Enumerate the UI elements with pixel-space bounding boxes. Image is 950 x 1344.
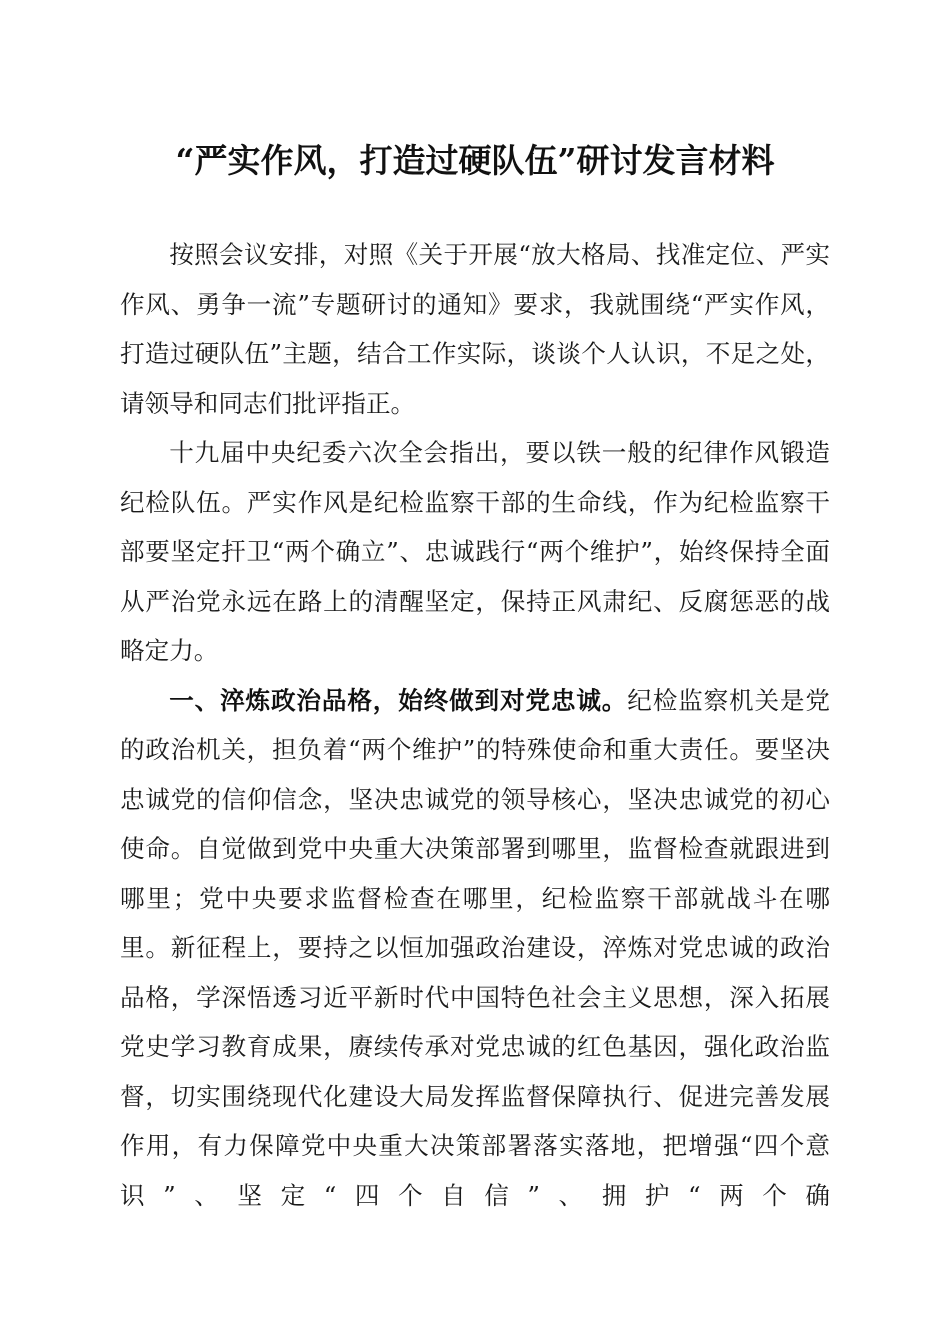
section-heading: 一、淬炼政治品格，始终做到对党忠诚。 — [169, 685, 628, 715]
paragraph-context — [120, 428, 830, 676]
paragraph-section-one — [120, 676, 830, 1221]
document-title: “严实作风，打造过硬队伍”研讨发言材料 — [175, 141, 775, 180]
paragraph-text: 十九届中央纪委六次全会指出，要以铁一般的纪律作风锻造纪检队伍。严实作风是纪检监察干部的生命线，作为纪检监察干部要坚定扞卫“两个确立”、忠诚践行“两个维护”，始终保持全面从严治党永远在路上的清醒坚定，保持正风肃纪、反腐惩恶的战略定力。 — [120, 438, 830, 665]
paragraph-intro — [120, 230, 830, 428]
paragraph-text: 按照会议安排，对照《关于开展“放大格局、找准定位、严实作风、勇争一流”专题研讨的通知》要求，我就围绕“严实作风，打造过硬队伍”主题，结合工作实际，谈谈个人认识，不足之处，请领导和同志们批评指正。 — [120, 240, 830, 418]
document-body — [120, 230, 830, 1220]
paragraph-text: 纪检监察机关是党的政治机关，担负着“两个维护”的特殊使命和重大责任。要坚决忠诚党的信仰信念，坚决忠诚党的领导核心，坚决忠诚党的初心使命。自觉做到党中央重大决策部署到哪里，监督检查就跟进到哪里；党中央要求监督检查在哪里，纪检监察干部就战斗在哪里。新征程上，要持之以恒加强政治建设，淬炼对党忠诚的政治品格，学深悟透习近平新时代中国特色社会主义思想，深入拓展党史学习教育成果，赓续传承对党忠诚的红色基因，强化政治监督，切实围绕现代化建设大局发挥监督保障执行、促进完善发展作用，有力保障党中央重大决策部署落实落地，把增强“四个意识”、坚定“四个自信”、拥护“两个确 — [120, 685, 830, 1210]
